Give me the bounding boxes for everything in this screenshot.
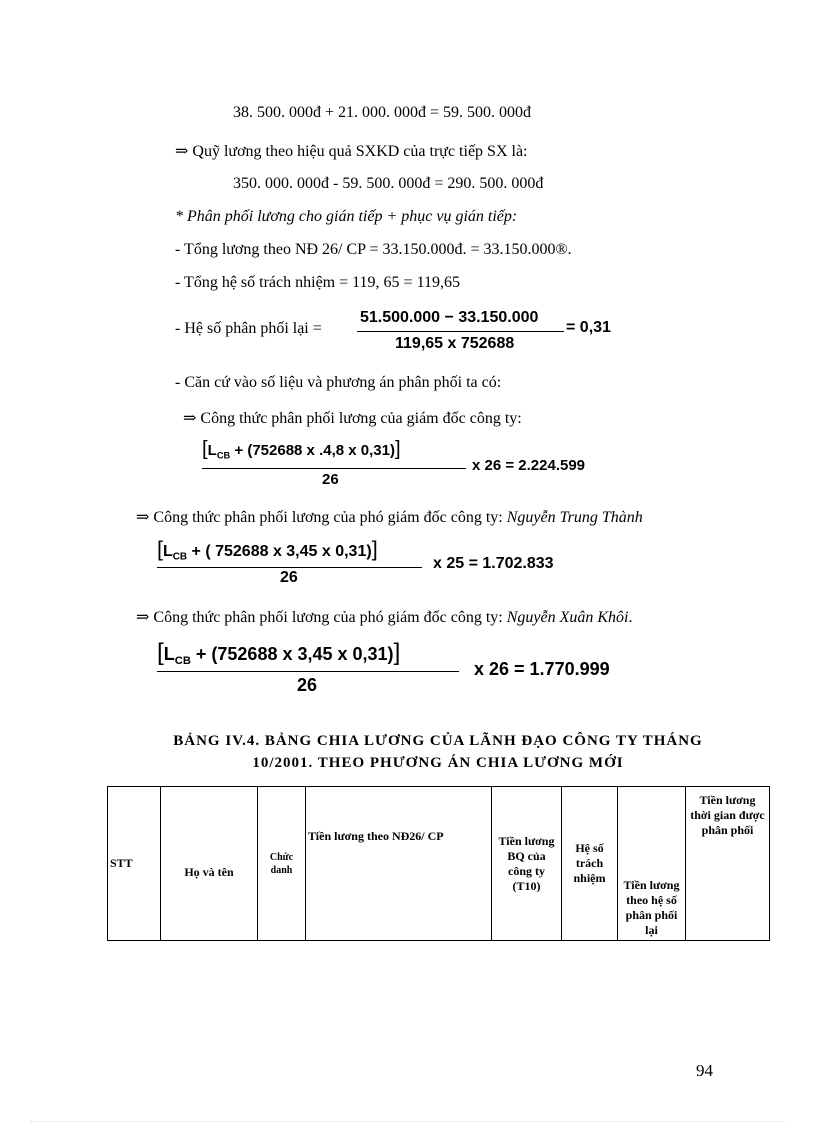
header-avg-wage: Tiền lương BQ của công ty (T10) <box>492 787 562 941</box>
bracket-open: [ <box>157 536 163 561</box>
fraction-bar <box>157 567 422 568</box>
lcb-symbol: L <box>163 644 175 664</box>
formula-numerator <box>157 639 400 667</box>
line-total-wage: - Tổng lương theo NĐ 26/ CP = 33.150.000đ. = 33.150.000®. <box>175 241 572 258</box>
formula-title: ⇒ Công thức phân phối lương của phó giám đốc công ty: <box>136 609 507 626</box>
page-number: 94 <box>696 1061 713 1080</box>
lcb-subscript: CB <box>172 551 188 563</box>
fraction-bar <box>357 331 564 332</box>
header-position: Chức danh <box>258 787 306 941</box>
header-time-wage: Tiền lương thời gian được phân phối <box>686 787 770 941</box>
formula-result: = 0,31 <box>566 319 611 336</box>
period: . <box>628 609 633 626</box>
formula-numerator: 51.500.000 − 33.150.000 <box>360 309 539 326</box>
deputy-name: Nguyễn Trung Thành <box>506 509 643 526</box>
deputy-name: Nguyễn Xuân Khôi <box>506 609 629 626</box>
lcb-subscript: CB <box>174 654 191 667</box>
header-stt: STT <box>108 787 161 941</box>
header-wage-nd26: Tiền lương theo NĐ26/ CP <box>306 787 492 941</box>
bracket-close: ] <box>394 438 401 460</box>
formula-numerator <box>202 438 401 461</box>
formula-denominator: 26 <box>280 569 298 586</box>
header-name: Họ và tên <box>161 787 258 941</box>
line-wage-fund: ⇒ Quỹ lương theo hiệu quả SXKD của trực tiếp SX là: <box>175 143 528 160</box>
fraction-bar <box>157 671 459 672</box>
bracket-close: ] <box>393 639 401 666</box>
header-responsibility-coef: Hệ số trách nhiệm <box>562 787 618 941</box>
table-caption-line-2: 10/2001. THEO PHƯƠNG ÁN CHIA LƯƠNG MỚI <box>252 755 624 771</box>
header-redistribution-wage: Tiền lương theo hệ số phân phối lại <box>618 787 686 941</box>
footer-divider <box>30 1121 786 1122</box>
line-distribution-heading: * Phân phối lương cho gián tiếp + phục vụ gián tiếp: <box>175 208 518 225</box>
formula-result: x 26 = 2.224.599 <box>472 457 586 474</box>
fraction-bar <box>202 468 466 469</box>
formula-denominator: 26 <box>322 471 339 488</box>
line-deputy-formula-2 <box>136 607 632 627</box>
formula-numerator <box>157 536 378 562</box>
line-calc-1: 38. 500. 000đ + 21. 000. 000đ = 59. 500. 000đ <box>233 104 532 121</box>
bracket-close: ] <box>371 536 378 561</box>
formula-body: + (752688 x 3,45 x 0,31) <box>190 644 394 664</box>
lcb-symbol: L <box>163 543 173 560</box>
formula-denominator: 119,65 x 752688 <box>395 335 515 352</box>
line-redistribution-label: - Hệ số phân phối lại = <box>175 320 322 337</box>
line-director-formula-title: ⇒ Công thức phân phối lương của giám đốc công ty: <box>183 410 522 427</box>
formula-result: x 26 = 1.770.999 <box>474 659 610 679</box>
formula-title: ⇒ Công thức phân phối lương của phó giám đốc công ty: <box>136 509 507 526</box>
line-total-coefficient: - Tổng hệ số trách nhiệm = 119, 65 = 119,65 <box>175 274 460 291</box>
table-header-row <box>108 787 770 941</box>
formula-result: x 25 = 1.702.833 <box>433 555 554 572</box>
lcb-symbol: L <box>207 442 217 459</box>
line-basis: - Căn cứ vào số liệu và phương án phân phối ta có: <box>175 374 502 391</box>
bracket-open: [ <box>157 639 164 666</box>
formula-denominator: 26 <box>297 675 318 695</box>
line-calc-2: 350. 000. 000đ - 59. 500. 000đ = 290. 500. 000đ <box>233 175 544 192</box>
leadership-wage-table <box>107 786 770 941</box>
table-caption-line-1: BẢNG IV.4. BẢNG CHIA LƯƠNG CỦA LÃNH ĐẠO CÔNG TY THÁNG <box>173 733 703 749</box>
bracket-open: [ <box>202 438 208 460</box>
lcb-subscript: CB <box>216 450 231 461</box>
formula-body: + ( 752688 x 3,45 x 0,31) <box>187 543 372 560</box>
line-deputy-formula-1 <box>136 507 643 527</box>
formula-body: + (752688 x .4,8 x 0,31) <box>230 442 395 459</box>
